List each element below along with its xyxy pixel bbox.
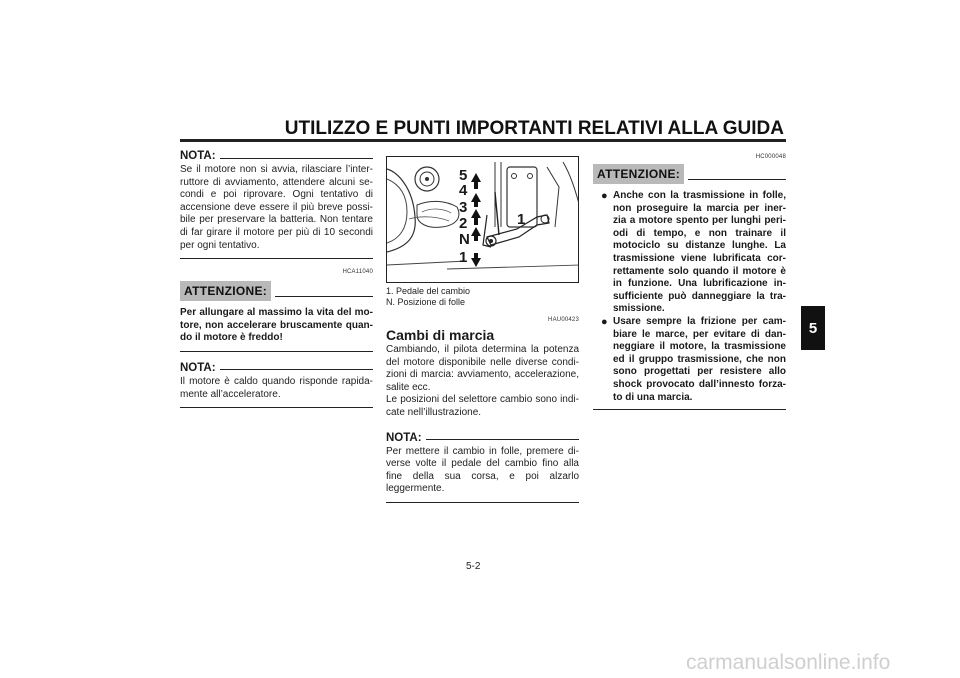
gear-label-2: 2: [459, 215, 468, 232]
mid-note-heading-rule: [426, 439, 579, 440]
section-paragraph-2: Le posizioni del selettore cambio sono indi-cate nell’illustrazione.: [386, 394, 579, 418]
note2-text: Il motore è caldo quando risponde rapida-mente all’acceleratore.: [180, 375, 373, 400]
mid-note-text: Per mettere il cambio in folle, premere di-verse volte il pedale del cambio fino alla fine della sua corsa, e poi alzarlo leggermente.: [386, 445, 579, 495]
note-text: Se il motore non si avvia, rilasciare l’inter-ruttore di avviamento, attendere alcuni se-condi e poi riprovare. Ogni tentativo di accensione deve essere il più breve possi-bile per preservare la batteria. Non tentare di far girare il motore per più di 10 secondi per ogni tentativo.: [180, 164, 373, 251]
right-caution-heading-rule: [688, 179, 786, 180]
right-caution-end-rule: [593, 409, 786, 410]
figure-caption: [386, 286, 579, 308]
gear-label-3: 3: [459, 199, 468, 216]
right-caution-label: ATTENZIONE:: [593, 164, 684, 184]
mid-note-heading: [386, 432, 579, 444]
gear-label-1: 1: [459, 249, 468, 266]
watermark: carmanualsonline.info: [686, 651, 891, 674]
left-column: [180, 150, 373, 408]
gear-label-5: 5: [459, 167, 468, 184]
caption-line-2: N. Posizione di folle: [386, 297, 466, 307]
bullet-icon: ●: [601, 190, 608, 202]
note2-end-rule: [180, 407, 373, 408]
note-label: NOTA:: [180, 150, 216, 162]
note-end-rule: [180, 258, 373, 259]
caution-bullet-text: Usare sempre la frizione per cam-biare le marce, per evitare di dan-neggiare il motore, la trasmissione ed il gruppo trasmissione, che non sono progettati per resistere allo shock provocato dall’innesto forza-to di una marcia.: [613, 315, 786, 403]
callout-1: 1: [517, 211, 526, 228]
mid-note-end-rule: [386, 502, 579, 503]
note2-heading-rule: [220, 369, 373, 370]
right-caution-code: HC000048: [755, 154, 786, 160]
caution-bullet: [593, 190, 786, 316]
caution-heading-rule: [275, 296, 373, 297]
section-paragraph-1: Cambiando, il pilota determina la potenza del motore disponibile nelle diverse condi-zioni di marcia: avviamento, accelerazione, salite ecc.: [386, 344, 579, 393]
note2-label: NOTA:: [180, 361, 216, 374]
page-header: [180, 112, 786, 144]
section-code: HAU00423: [548, 317, 579, 323]
note2-heading: [180, 362, 373, 374]
caution-code: HCA11040: [342, 269, 373, 276]
caution-bullet: [593, 316, 786, 404]
note-heading: [180, 150, 373, 162]
section-title: Cambi di marcia: [386, 327, 495, 343]
right-column: [593, 150, 786, 410]
note-heading-rule: [220, 158, 373, 159]
gear-shift-illustration: [387, 157, 579, 283]
gear-shift-figure: [386, 156, 579, 283]
right-caution-heading: [593, 164, 786, 184]
mid-note-label: NOTA:: [386, 431, 422, 444]
page-title: UTILIZZO E PUNTI IMPORTANTI RELATIVI ALLA GUIDA: [284, 118, 784, 139]
gear-label-n: N: [459, 231, 470, 248]
bullet-icon: ●: [601, 315, 608, 328]
chapter-tab: 5: [801, 306, 825, 350]
caution-label: ATTENZIONE:: [180, 281, 271, 301]
middle-column: [386, 148, 579, 503]
caution-heading: [180, 281, 373, 301]
caution-end-rule: [180, 351, 373, 352]
caution-bullet-text: Anche con la trasmissione in folle, non proseguire la marcia per iner-zia a motore spento per lunghi peri-odi di tempo, e non trainare il motociclo su distanze lunghe. La trasmissione viene lubrificata cor-rettamente solo quando il motore è in funzione. Una lubrificazione in-sufficiente può danneggiare la tra-smissione.: [613, 190, 786, 315]
page-number: 5-2: [466, 561, 481, 572]
header-rule: [180, 139, 786, 142]
caption-line-1: 1. Pedale del cambio: [386, 286, 471, 296]
caution-text: Per allungare al massimo la vita del mo-tore, non accelerare bruscamente quan-do il motore è freddo!: [180, 307, 373, 344]
gear-label-4: 4: [459, 182, 468, 199]
